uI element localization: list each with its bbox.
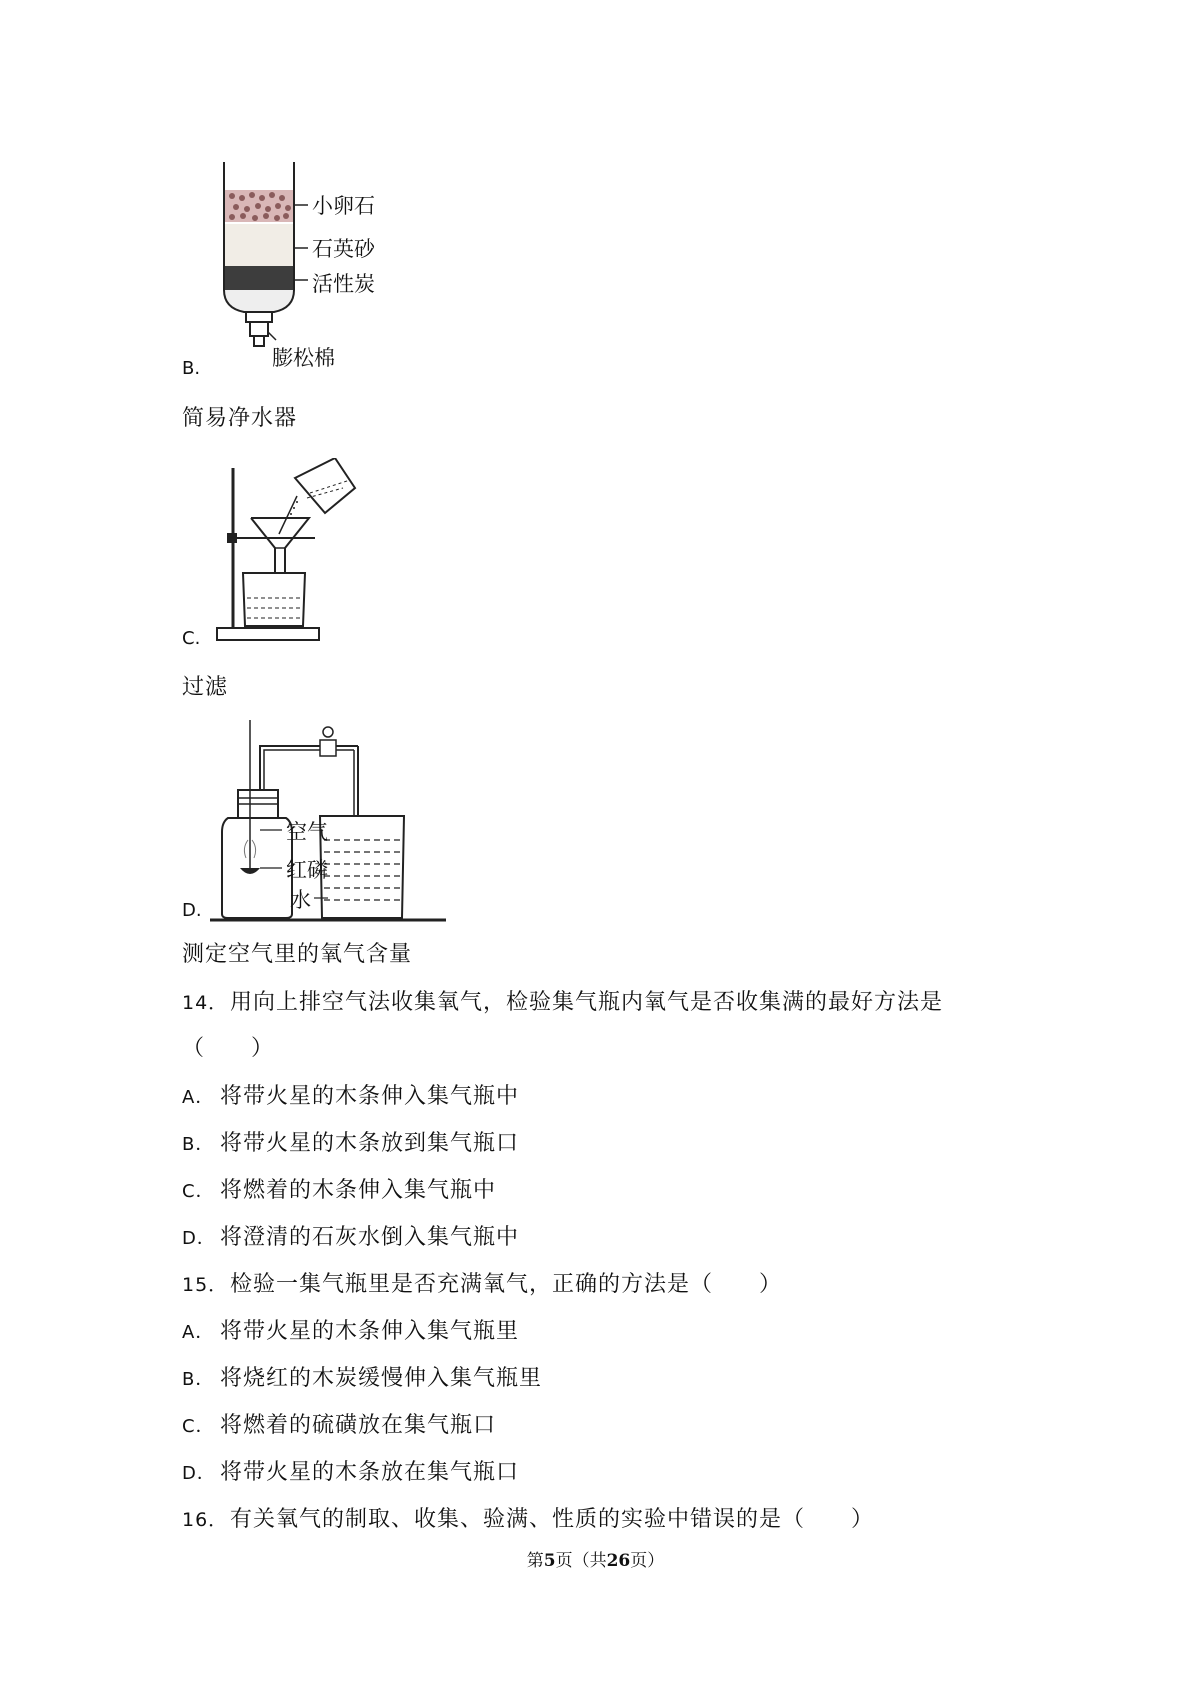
question-14-option-b: [182, 1129, 519, 1160]
question-14-option-c: [182, 1176, 496, 1207]
label-cotton: 膨松棉: [272, 346, 335, 370]
label-quartz-sand: 石英砂: [312, 237, 375, 261]
option-text: 将带火星的木条伸入集气瓶里: [220, 1319, 520, 1344]
figure-b-letter: B.: [182, 358, 201, 379]
question-number: 14．: [182, 992, 229, 1014]
label-activated-carbon: 活性炭: [312, 272, 375, 296]
footer-suffix: 页）: [630, 1551, 665, 1571]
option-text: 将燃着的木条伸入集气瓶中: [220, 1178, 497, 1203]
option-letter: B．: [182, 1134, 215, 1155]
footer-total-pages: 26: [606, 1551, 631, 1571]
option-text: 将澄清的石灰水倒入集气瓶中: [220, 1225, 520, 1250]
question-number: 15．: [182, 1274, 229, 1296]
water-purifier-figure: [220, 160, 420, 389]
option-text: 将烧红的木炭缓慢伸入集气瓶里: [220, 1366, 543, 1391]
question-14-option-a: [182, 1082, 519, 1113]
footer-prefix: 第: [526, 1551, 544, 1571]
option-text: 将带火星的木条伸入集气瓶中: [220, 1084, 520, 1109]
option-text: 将燃着的硫磺放在集气瓶口: [220, 1413, 497, 1438]
question-14-option-d: [182, 1223, 519, 1254]
question-14-stem: [182, 988, 943, 1018]
question-text: 用向上排空气法收集氧气，检验集气瓶内氧气是否收集满的最好方法是: [230, 990, 944, 1015]
figure-d-caption: 测定空气里的氧气含量: [182, 942, 413, 967]
label-air: 空气: [286, 820, 328, 844]
figure-c-letter: C.: [182, 628, 201, 649]
label-water: 水: [290, 888, 311, 912]
option-letter: D．: [182, 1463, 216, 1484]
question-15-option-d: [182, 1458, 519, 1489]
option-letter: C．: [182, 1416, 215, 1437]
question-15-option-b: [182, 1364, 542, 1395]
footer-middle: 页（共: [555, 1551, 607, 1571]
question-15-stem: [182, 1270, 782, 1300]
figure-d-letter: D.: [182, 900, 202, 921]
option-letter: A．: [182, 1322, 215, 1343]
option-letter: B．: [182, 1369, 215, 1390]
option-letter: C．: [182, 1181, 215, 1202]
option-letter: D．: [182, 1228, 216, 1249]
figure-c-caption: 过滤: [182, 675, 229, 700]
question-14-bracket: （ ）: [182, 1036, 275, 1061]
oxygen-measurement-figure: [208, 718, 458, 932]
figure-b-caption: 简易净水器: [182, 406, 298, 431]
label-pebbles: 小卵石: [312, 194, 375, 218]
question-number: 16．: [182, 1509, 229, 1531]
option-text: 将带火星的木条放到集气瓶口: [220, 1131, 520, 1156]
question-15-option-c: [182, 1411, 496, 1442]
question-text: 有关氧气的制取、收集、验满、性质的实验中错误的是（ ）: [230, 1507, 875, 1532]
option-letter: A．: [182, 1087, 215, 1108]
filtration-figure: [215, 458, 365, 647]
footer-page-number: 5: [543, 1551, 556, 1571]
label-red-phosphorus: 红磷: [286, 858, 328, 882]
question-16-stem: [182, 1505, 874, 1535]
question-text: 检验一集气瓶里是否充满氧气，正确的方法是（ ）: [230, 1272, 783, 1297]
page-footer: [0, 1546, 1191, 1571]
option-text: 将带火星的木条放在集气瓶口: [220, 1460, 520, 1485]
question-15-option-a: [182, 1317, 519, 1348]
